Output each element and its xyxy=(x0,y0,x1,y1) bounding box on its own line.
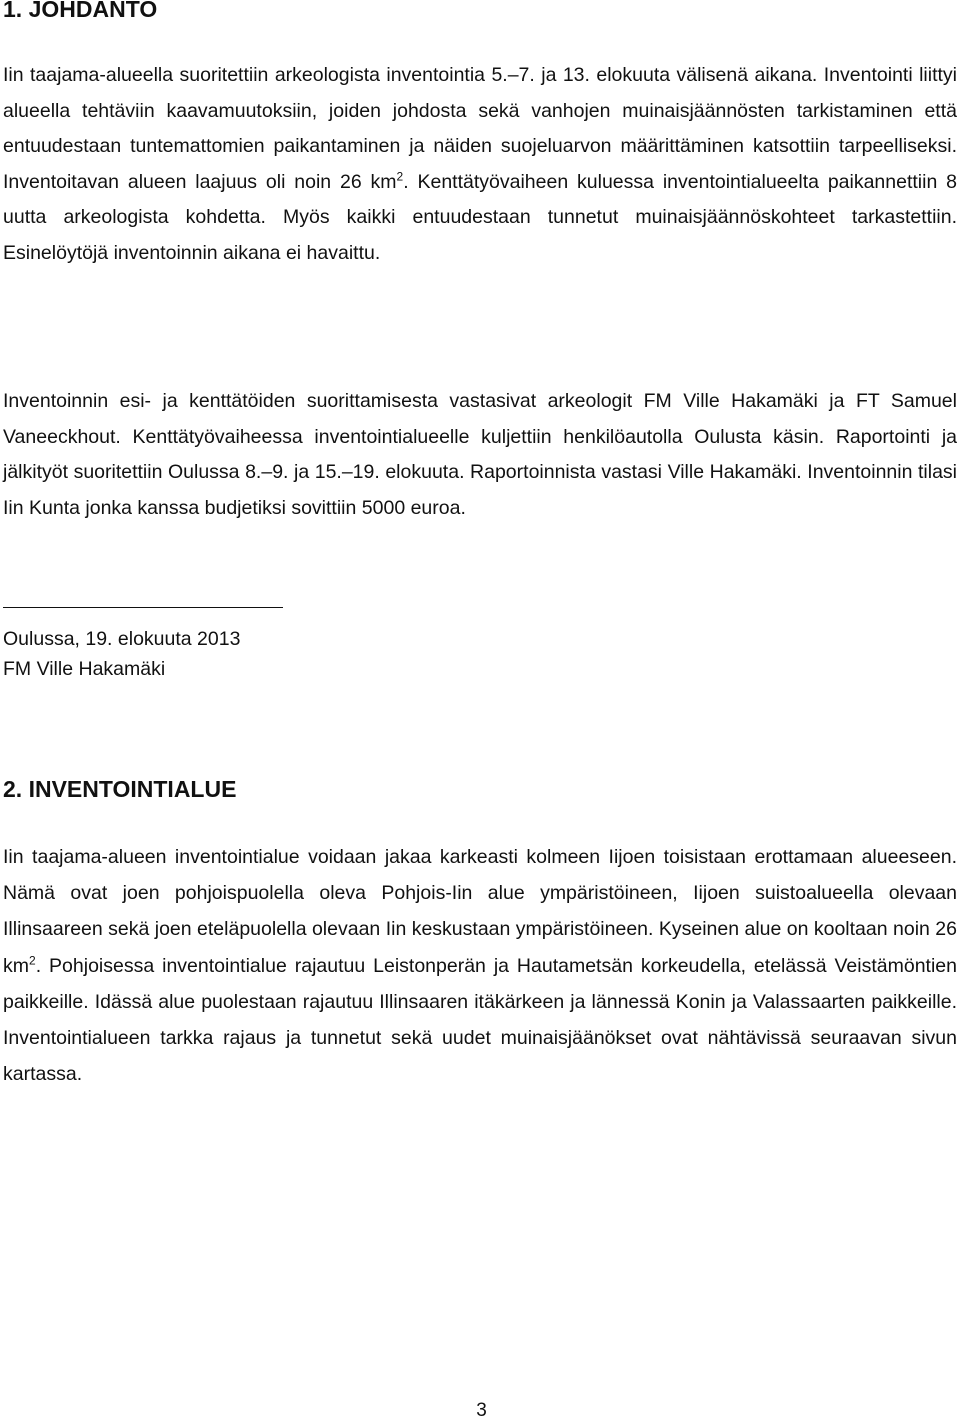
section-2-paragraph-1 xyxy=(3,839,957,1092)
paragraph-text-tail: . Pohjoisessa inventointialue rajautuu Leistonperän ja Hautametsän korkeudella, etelässä Veistämöntien paikkeille. Idässä alue puolestaan rajautuu Illinsaaren itäkärkeen ja lännessä Konin ja Valassaarten paikkeille. Inventointialueen tarkka rajaus ja tunnetut sekä uudet muinaisjäänökset ovat nähtävissä seuraavan sivun kartassa. xyxy=(3,954,957,1086)
signature-name: FM Ville Hakamäki xyxy=(3,658,166,680)
superscript-2: 2 xyxy=(396,169,404,183)
section-1-heading: 1. JOHDANTO xyxy=(3,0,158,22)
section-1-paragraph-2: Inventoinnin esi- ja kenttätöiden suorittamisesta vastasivat arkeologit FM Ville Hakamäki ja FT Samuel Vaneeckhout. Kenttätyövaiheessa inventointialueelle kuljettiin henkilöautolla Oulusta käsin. Raportointi ja jälkityöt suoritettiin Oulussa 8.–9. ja 15.–19. elokuuta. Raportoinnista vastasi Ville Hakamäki. Inventoinnin tilasi Iin Kunta jonka kanssa budjetiksi sovittiin 5000 euroa. xyxy=(3,390,957,519)
page-number: 3 xyxy=(476,1400,487,1421)
section-1-paragraph-1 xyxy=(3,58,957,271)
signature-place-date: Oulussa, 19. elokuuta 2013 xyxy=(3,628,241,650)
paragraph-text-tail: . Kenttätyövaiheen kuluessa inventointialueelta paikannettiin 8 uutta arkeologista kohdetta. Myös kaikki entuudestaan tunnetut muinaisjäännöskohteet tarkastettiin. Esinelöytöjä inventoinnin aikana ei havaittu. xyxy=(3,170,958,264)
paragraph-text: Iin taajama-alueen inventointialue voidaan jakaa karkeasti kolmeen Iijoen toisistaan erottamaan alueeseen. Nämä ovat joen pohjoispuolella oleva Pohjois-Iin alue ympäristöineen, Iijoen suistoalueella olevaan Illinsaareen sekä joen eteläpuolella olevaan Iin keskustaan ympäristöineen. Kyseinen alue on kooltaan noin 26 km xyxy=(3,846,957,977)
paragraph-text: Iin taajama-alueella suoritettiin arkeologista inventointia 5.–7. ja 13. elokuuta välisenä aikana. Inventointi liittyi alueella tehtäviin kaavamuutoksiin, joiden johdosta sekä vanhojen muinaisjäännösten tarkistaminen että entuudestaan tuntemattomien paikantaminen ja näiden suojeluarvon määrittäminen katsottiin tarpeelliseksi. Inventoitavan alueen laajuus oli noin 26 km xyxy=(3,64,957,193)
section-2-heading: 2. INVENTOINTIALUE xyxy=(3,776,237,802)
signature-line xyxy=(3,607,283,608)
superscript-2: 2 xyxy=(29,953,36,968)
